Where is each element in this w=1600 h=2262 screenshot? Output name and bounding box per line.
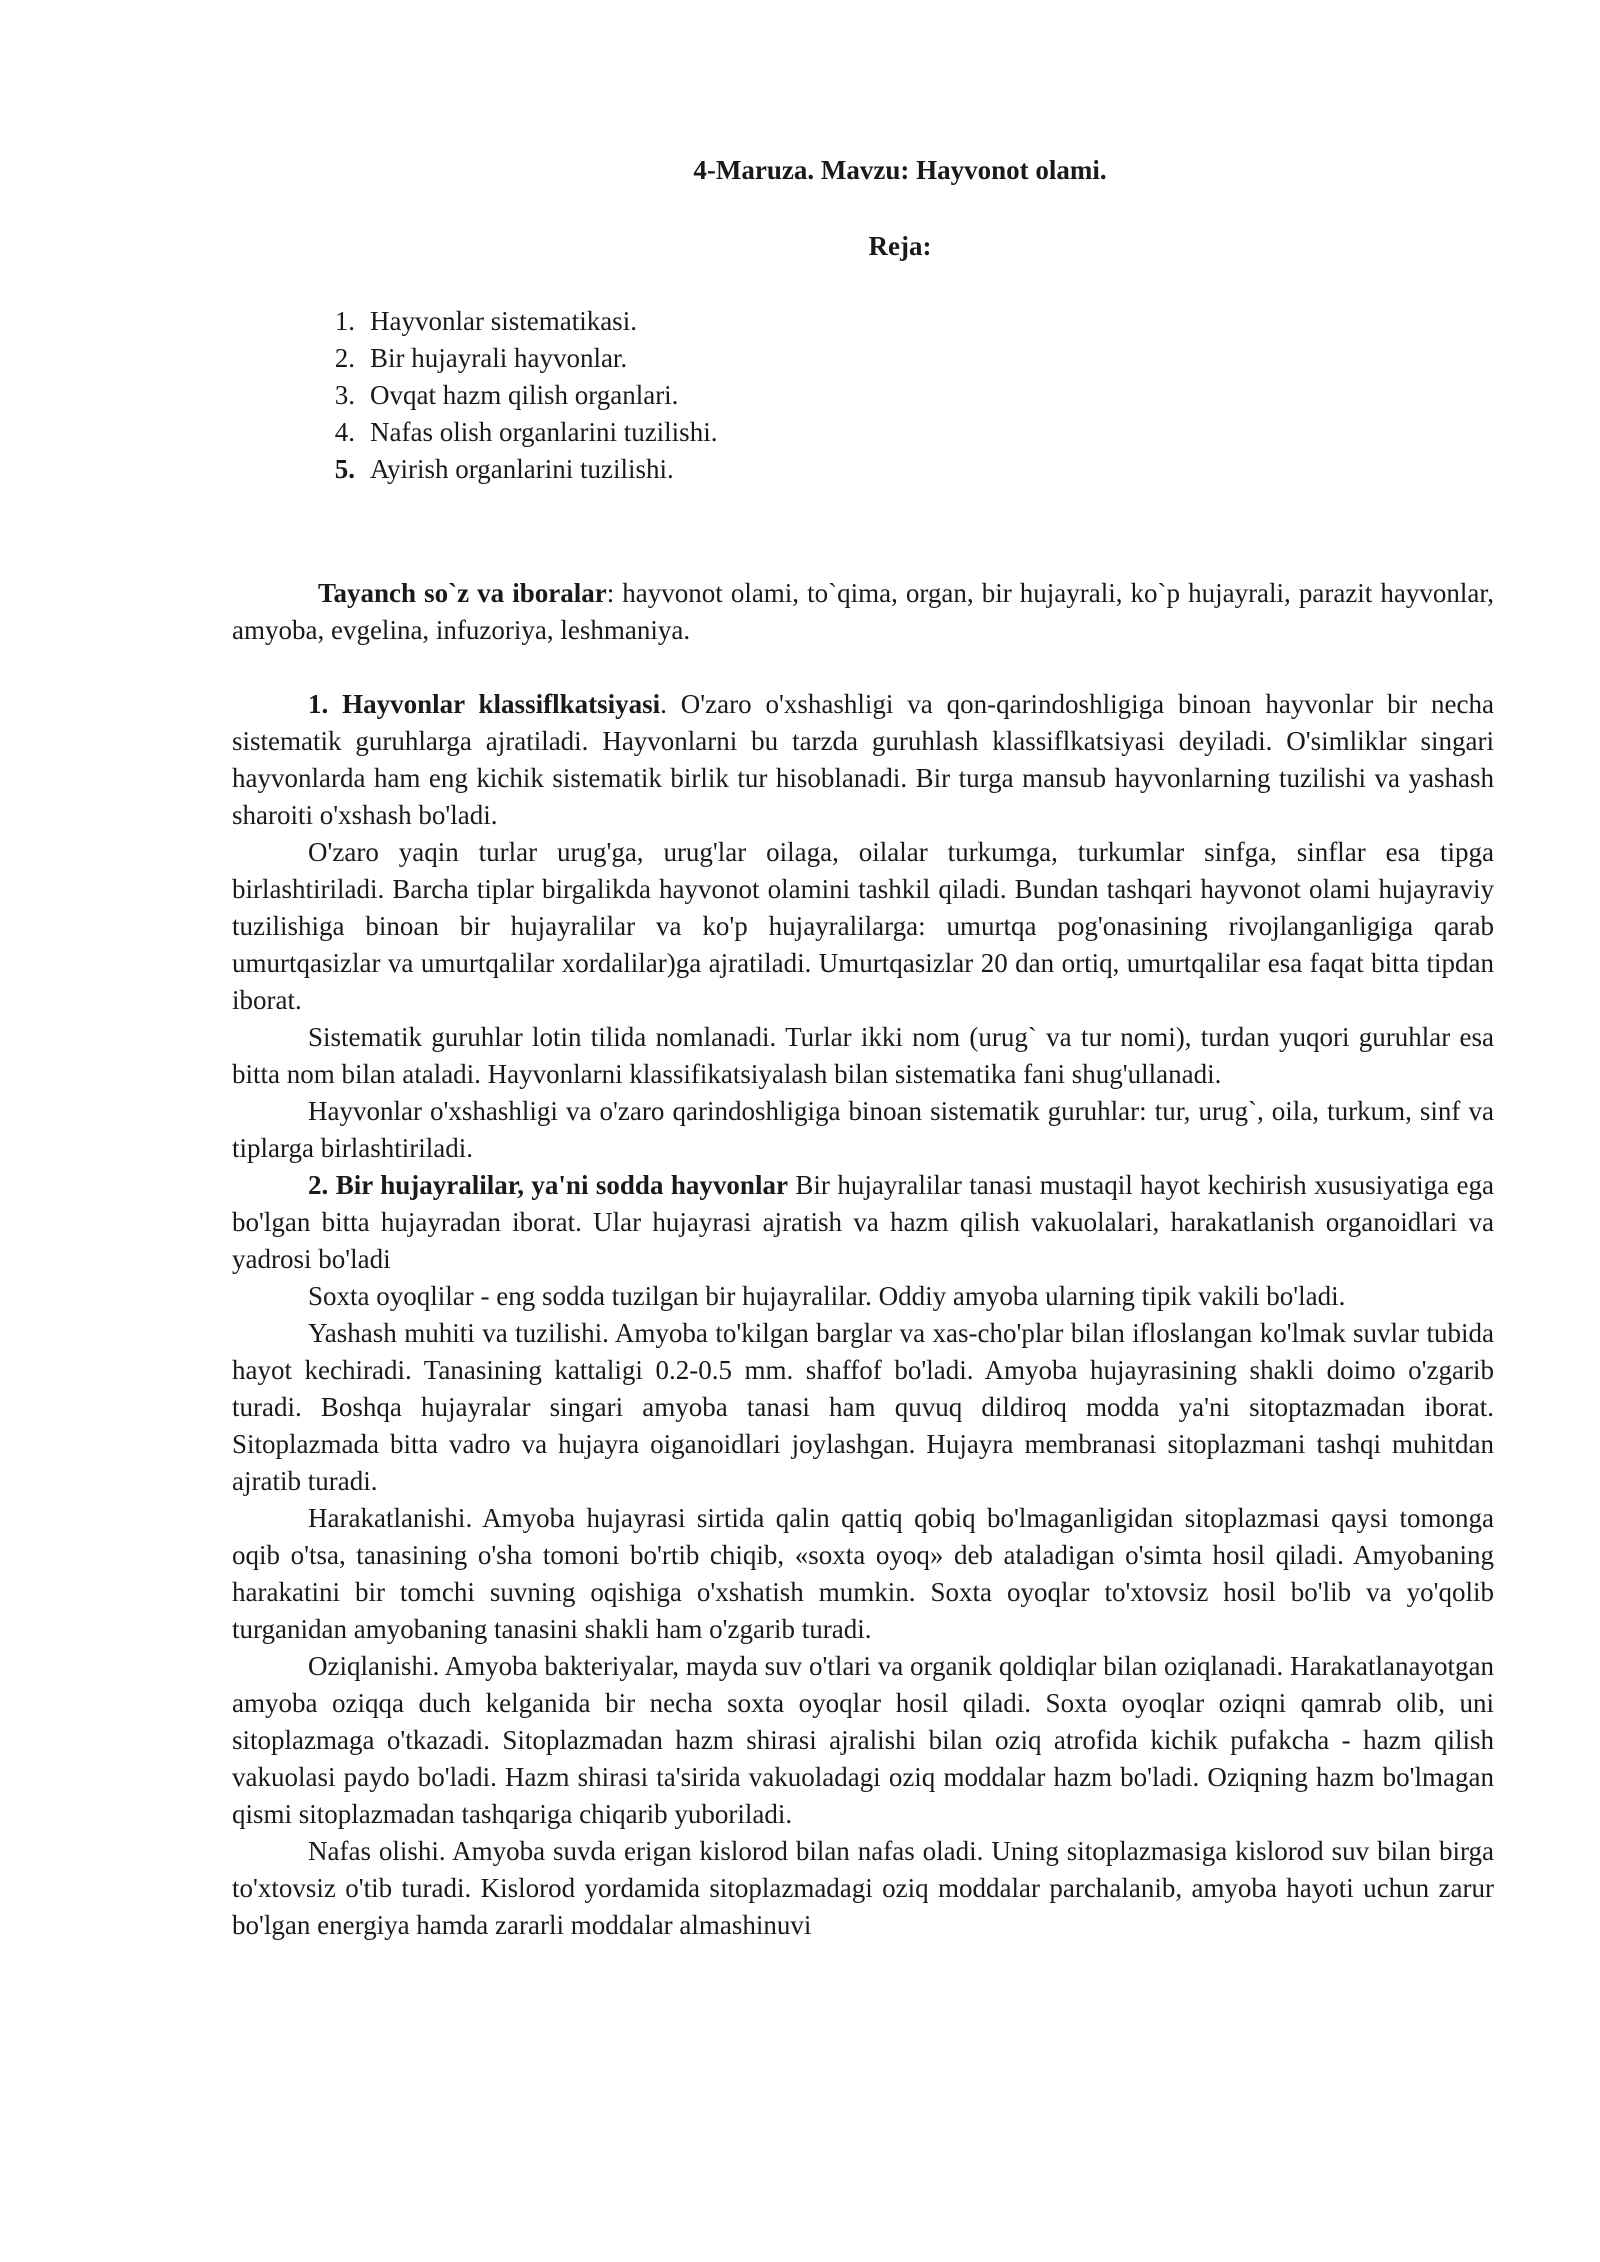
section1-heading: 1. Hayvonlar klassiflkatsiyasi [308, 689, 661, 719]
lecture-title: 4-Maruza. Mavzu: Hayvonot olami. [693, 155, 1107, 185]
section2-text: Bir hujayralilar tanasi mustaqil hayot kechirish xususiyatiga ega bo'lgan bitta hujayradan iborat. Ular hujayrasi ajratish va hazm qilish vakuolalari, harakatlanish organoidlari va yadrosi bo'ladi [232, 1170, 1494, 1274]
plan-item-text: Nafas olish organlarini tuzilishi. [370, 417, 718, 447]
plan-item [303, 303, 717, 340]
plan-item-text: Ovqat hazm qilish organlari. [370, 380, 679, 410]
plan-item-number: 3. [334, 380, 355, 410]
keywords-paragraph [232, 575, 1494, 649]
paragraph-nafas: Nafas olishi. Amyoba suvda erigan kislorod bilan nafas oladi. Uning sitoplazmasiga kislorod suv bilan birga to'xtovsiz o'tib turadi. Kislorod yordamida sitoplazmadagi oziq moddalar parchalanib, amyoba hayoti uchun zarur bo'lgan energiya hamda zararli moddalar almashinuvi [232, 1836, 1494, 1940]
paragraph-oziq: Oziqlanishi. Amyoba bakteriyalar, mayda suv o'tlari va organik qoldiqlar bilan oziqlanadi. Harakatlanayotgan amyoba oziqqa duch kelganida bir necha soxta oyoqlar hosil qiladi. Soxta oyoqlar oziqni qamrab olib, uni sitoplazmaga o'tkazadi. Sitoplazmadan hazm shirasi ajralishi bilan oziq atrofida kichik pufakcha - hazm qilish vakuolasi paydo bo'ladi. Hazm shirasi ta'sirida vakuoladagi oziq moddalar hazm bo'ladi. Oziqning hazm bo'lmagan qismi sitoplazmadan tashqariga chiqarib yuboriladi. [232, 1651, 1494, 1829]
paragraph-harakat: Harakatlanishi. Amyoba hujayrasi sirtida qalin qattiq qobiq bo'lmaganligidan sitoplazmasi qaysi tomonga oqib o'tsa, tanasining o'sha tomoni bo'rtib chiqib, «soxta oyoq» deb ataladigan o'simta hosil qiladi. Amyobaning harakatini bir tomchi suvning oqishiga o'xshatish mumkin. Soxta oyoqlar to'xtovsiz hosil bo'lib va yo'qolib turganidan amyobaning tanasini shakli ham o'zgarib turadi. [232, 1503, 1494, 1644]
plan-item [303, 451, 717, 488]
section2-heading: 2. Bir hujayralilar, ya'ni sodda hayvonlar [308, 1170, 788, 1200]
plan-item-number: 2. [334, 343, 355, 373]
paragraph-classes: O'zaro yaqin turlar urug'ga, urug'lar oilaga, oilalar turkumga, turkumlar sinfga, sinflar esa tipga birlashtiriladi. Barcha tiplar birgalikda hayvonot olamini tashkil qiladi. Bundan tashqari hayvonot olami hujayraviy tuzilishiga binoan bir hujayralilar va ko'p hujayralilarga: umurtqa pog'onasining rivojlanganligiga qarab umurtqasizlar va umurtqalilar xordalilar)ga ajratiladi. Umurtqasizlar 20 dan ortiq, umurtqalilar esa faqat bitta tipdan iborat. [232, 837, 1494, 1015]
plan-item-text: Ayirish organlarini tuzilishi. [370, 454, 674, 484]
plan-list [303, 303, 717, 488]
plan-heading: Reja: [868, 231, 932, 261]
plan-item-number: 1. [334, 306, 355, 336]
plan-item-text: Bir hujayrali hayvonlar. [370, 343, 628, 373]
paragraph-yashash: Yashash muhiti va tuzilishi. Amyoba to'kilgan barglar va xas-cho'plar bilan ifloslangan ko'lmak suvlar tubida hayot kechiradi. Tanasining kattaligi 0.2-0.5 mm. shaffof bo'ladi. Amyoba hujayrasining shakli doimo o'zgarib turadi. Boshqa hujayralar singari amyoba tanasi ham quvuq dildiroq modda ya'ni sitoptazmadan iborat. Sitoplazmada bitta vadro va hujayra oiganoidlari joylashgan. Hujayra membranasi sitoplazmani tashqi muhitdan ajratib turadi. [232, 1318, 1494, 1496]
section2-paragraph [232, 1167, 1494, 1278]
keywords-text: : hayvonot olami, to`qima, organ, bir hujayrali, ko`p hujayrali, parazit hayvonlar, amyoba, evgelina, infuzoriya, leshmaniya. [232, 578, 1494, 645]
paragraph-latin: Sistematik guruhlar lotin tilida nomlanadi. Turlar ikki nom (urug` va tur nomi), turdan yuqori guruhlar esa bitta nom bilan ataladi. Hayvonlarni klassifikatsiyalash bilan sistematika fani shug'ullanadi. [232, 1022, 1494, 1089]
section1-text: . O'zaro o'xshashligi va qon-qarindoshligiga binoan hayvonlar bir necha sistematik guruhlarga ajratiladi. Hayvonlarni bu tarzda guruhlash klassiflkatsiyasi deyiladi. O'simliklar singari hayvonlarda ham eng kichik sistematik birlik tur hisoblanadi. Bir turga mansub hayvonlarning tuzilishi va yashash sharoiti o'xshash bo'ladi. [232, 689, 1494, 830]
paragraph-groups: Hayvonlar o'xshashligi va o'zaro qarindoshligiga binoan sistematik guruhlar: tur, urug`, oila, turkum, sinf va tiplarga birlashtiriladi. [232, 1096, 1494, 1163]
plan-item-number: 5. [334, 454, 355, 484]
document-body [232, 575, 1494, 1944]
plan-item-number: 4. [334, 417, 355, 447]
plan-item [303, 414, 717, 451]
keywords-label: Tayanch so`z va iboralar [318, 578, 607, 608]
section1-paragraph [232, 686, 1494, 834]
plan-item [303, 377, 717, 414]
plan-item-text: Hayvonlar sistematikasi. [370, 306, 637, 336]
plan-item [303, 340, 717, 377]
paragraph-soxta: Soxta oyoqlilar - eng sodda tuzilgan bir hujayralilar. Oddiy amyoba ularning tipik vakili bo'ladi. [308, 1281, 1346, 1311]
